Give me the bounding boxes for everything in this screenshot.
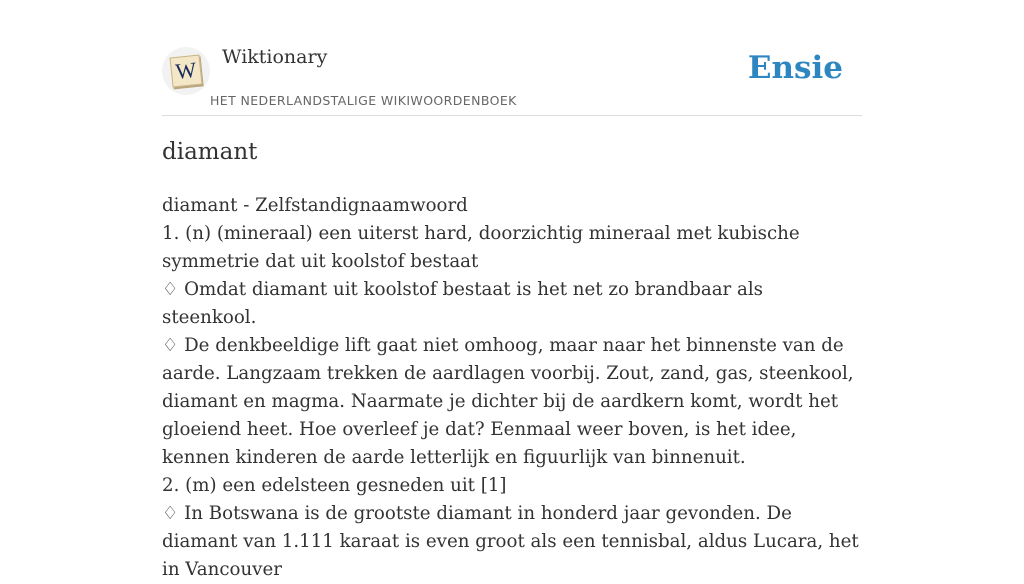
definition-1: 1. (n) (mineraal) een uiterst hard, doorzichtig mineraal met kubische symmetrie dat uit koolstof bestaat xyxy=(162,223,800,272)
example-1: ♢ Omdat diamant uit koolstof bestaat is het net zo brandbaar als steenkool. xyxy=(162,279,764,328)
definition-2: 2. (m) een edelsteen gesneden uit [1] xyxy=(162,475,507,496)
logo-letter: W xyxy=(174,56,198,85)
site-tagline: HET NEDERLANDSTALIGE WIKIWOORDENBOEK xyxy=(210,93,517,108)
page-title: diamant xyxy=(162,139,258,165)
site-name[interactable]: Wiktionary xyxy=(222,46,328,68)
entry-content xyxy=(162,192,862,584)
example-3: ♢ In Botswana is de grootste diamant in honderd jaar gevonden. De diamant van 1.111 karaat is even groot als een tennisbal, aldus Lucara, het in Vancouver xyxy=(162,503,859,580)
example-2: ♢ De denkbeeldige lift gaat niet omhoog, maar naar het binnenste van de aarde. Langzaam trekken de aardlagen voorbij. Zout, zand, gas, steenkool, diamant en magma. Naarmate je dichter bij de aardkern komt, wordt het gloeiend heet. Hoe overleef je dat? Eenmaal weer boven, is het idee, kennen kinderen de aarde letterlijk en figuurlijk van binnenuit. xyxy=(162,335,854,468)
wiktionary-logo-icon[interactable] xyxy=(162,47,210,95)
part-of-speech-line: diamant - Zelfstandignaamwoord xyxy=(162,195,468,216)
ensie-brand-logo[interactable]: Ensie xyxy=(747,50,843,86)
logo-tile xyxy=(170,55,203,88)
site-header xyxy=(162,40,862,116)
